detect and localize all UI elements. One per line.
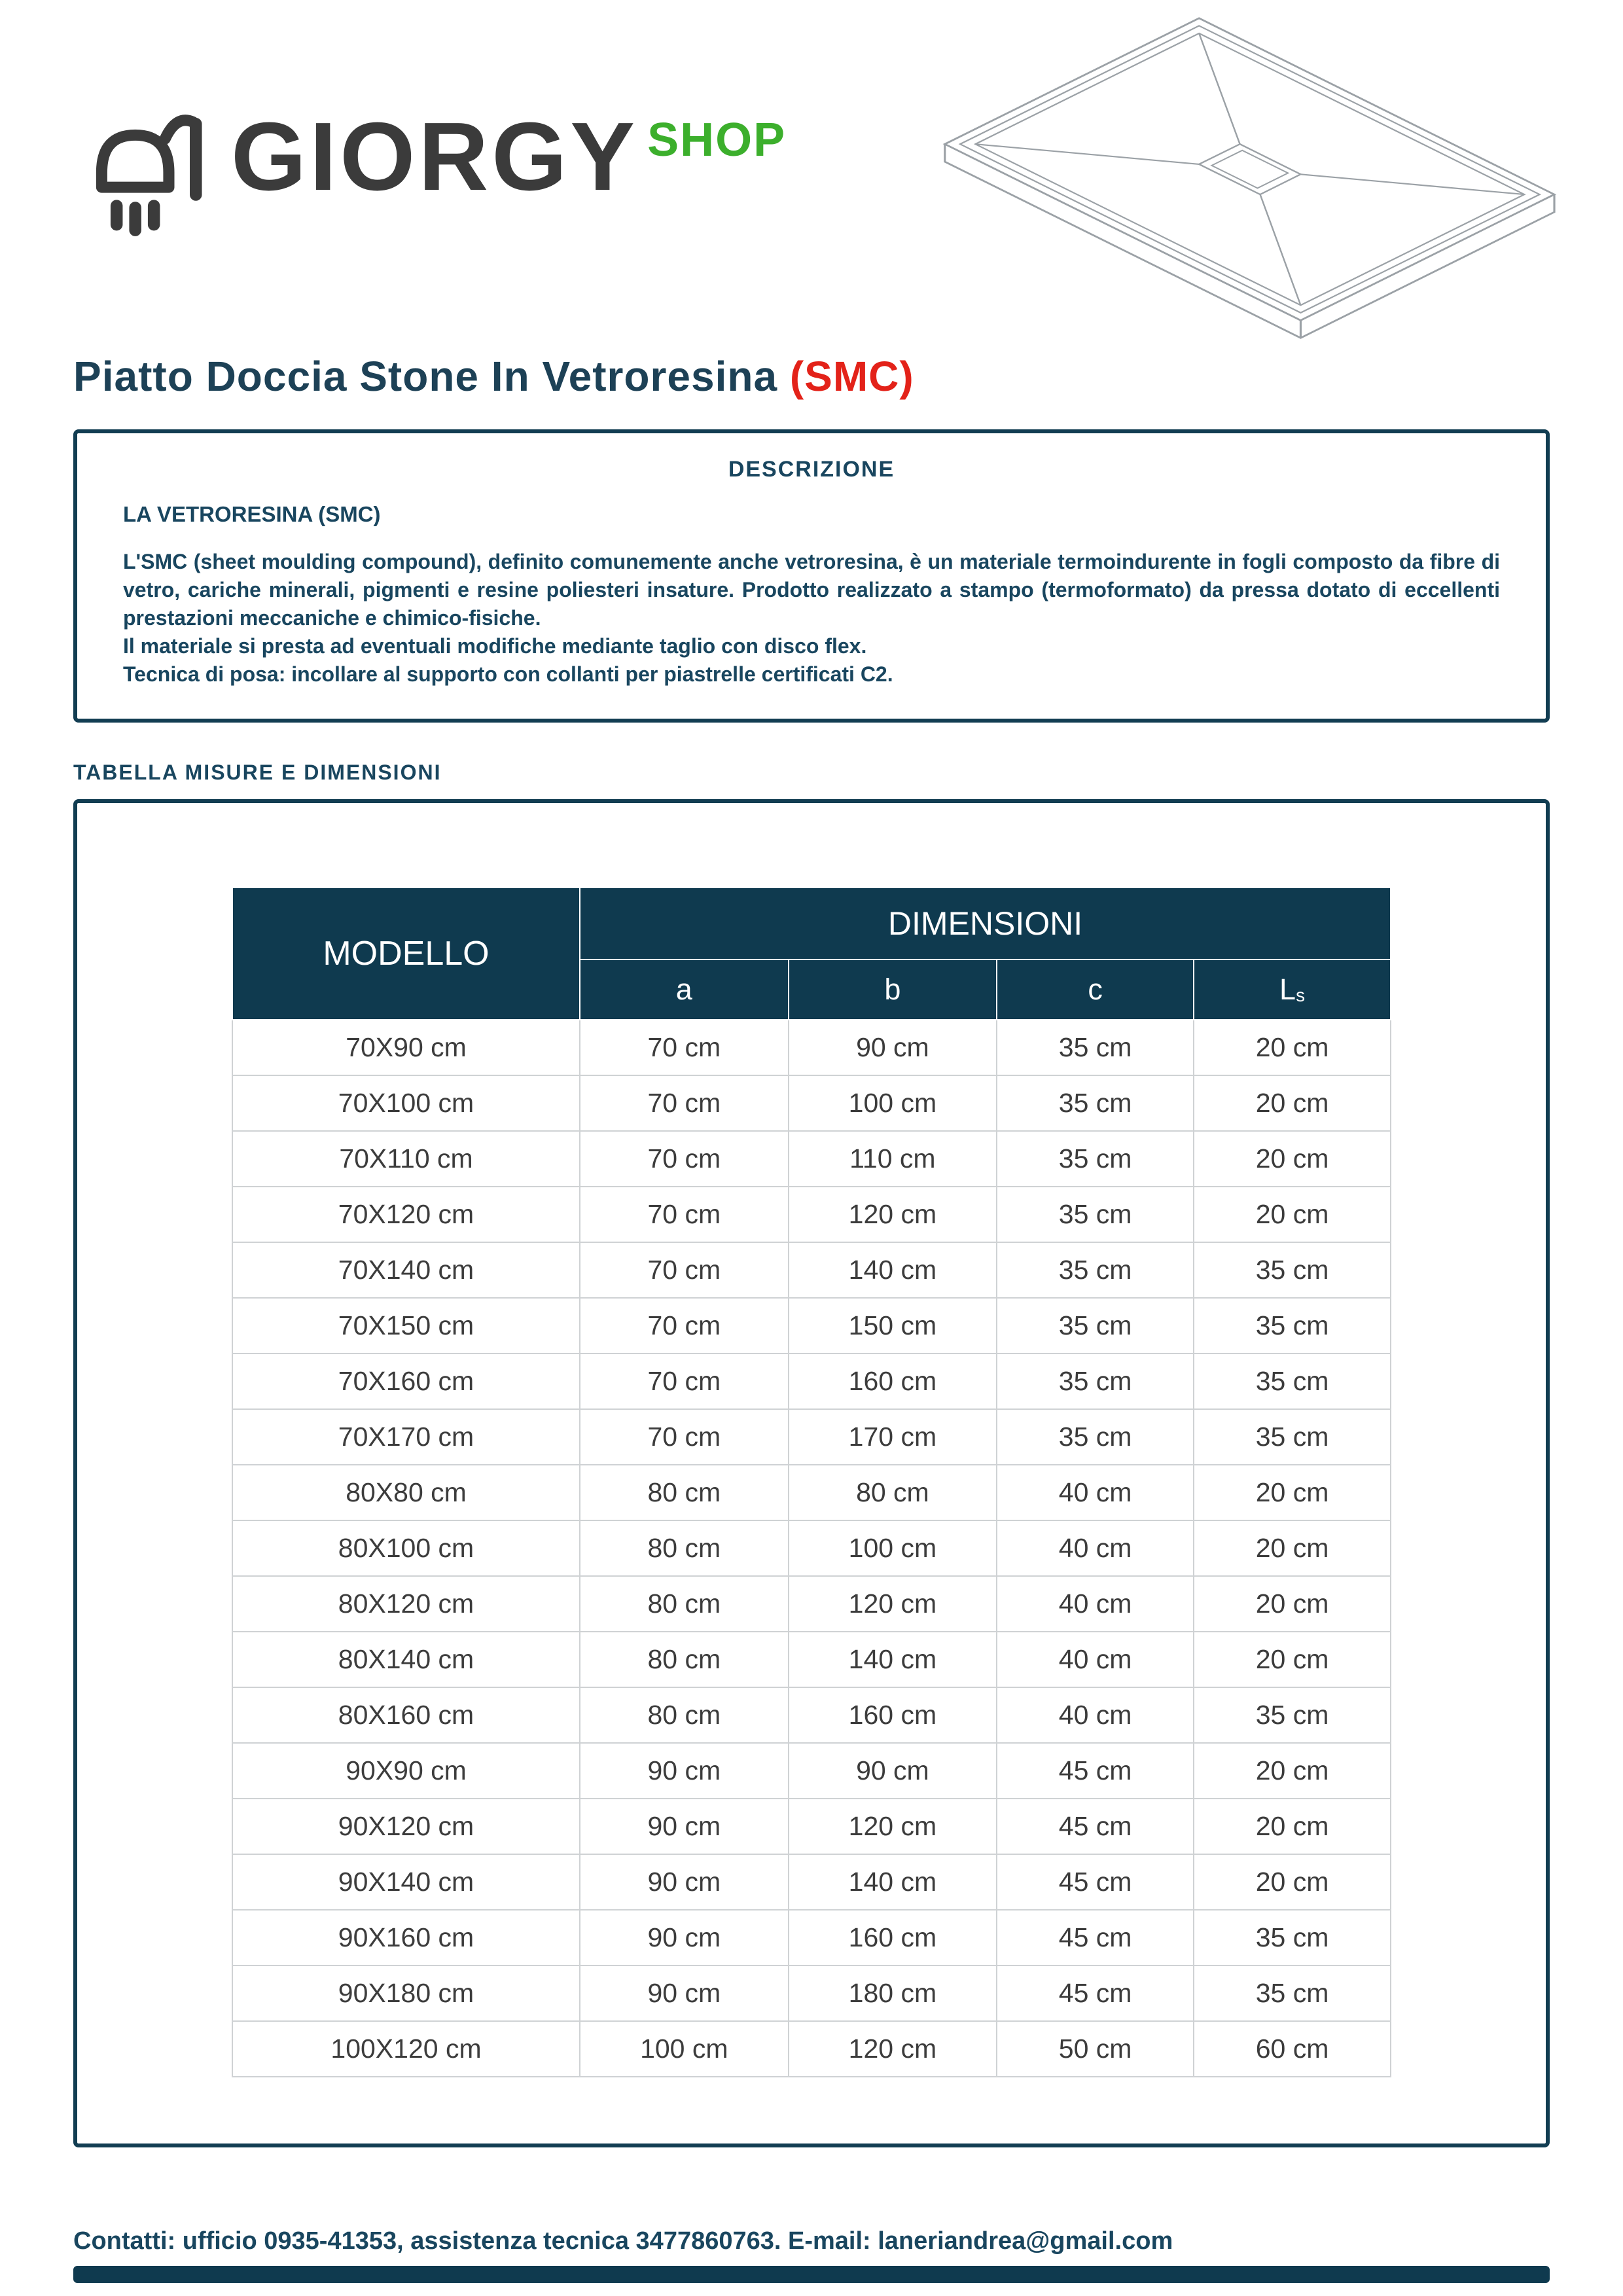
dimension-cell: 80 cm — [580, 1632, 789, 1687]
dimension-cell: 35 cm — [997, 1409, 1194, 1465]
dimension-cell: 140 cm — [789, 1854, 997, 1910]
col-header-ls-main: L — [1279, 972, 1296, 1006]
model-cell: 90X120 cm — [232, 1799, 580, 1854]
dimension-cell: 70 cm — [580, 1354, 789, 1409]
dimension-cell: 20 cm — [1194, 1187, 1391, 1242]
description-paragraph: Il materiale si presta ad eventuali modifiche mediante taglio con disco flex. — [123, 634, 867, 658]
dimension-cell: 35 cm — [1194, 1910, 1391, 1965]
brand-text — [231, 90, 787, 211]
table-row — [232, 1298, 1391, 1354]
dimension-cell: 140 cm — [789, 1632, 997, 1687]
dimension-cell: 90 cm — [580, 1799, 789, 1854]
dimension-cell: 45 cm — [997, 1743, 1194, 1799]
description-box — [73, 429, 1550, 722]
footer-contacts: Contatti: ufficio 0935-41353, assistenza tecnica 3477860763. E-mail: laneriandrea@gmail.com — [73, 2227, 1173, 2255]
dimension-cell: 20 cm — [1194, 1075, 1391, 1131]
model-cell: 90X180 cm — [232, 1965, 580, 2021]
dimension-cell: 35 cm — [997, 1131, 1194, 1187]
model-cell: 80X100 cm — [232, 1520, 580, 1576]
dimension-cell: 35 cm — [997, 1298, 1194, 1354]
dimension-cell: 80 cm — [789, 1465, 997, 1520]
dimension-cell: 70 cm — [580, 1075, 789, 1131]
dimension-cell: 70 cm — [580, 1409, 789, 1465]
dimension-cell: 80 cm — [580, 1687, 789, 1743]
dimension-cell: 20 cm — [1194, 1520, 1391, 1576]
model-cell: 100X120 cm — [232, 2021, 580, 2077]
dimension-cell: 45 cm — [997, 1965, 1194, 2021]
dimension-cell: 70 cm — [580, 1242, 789, 1298]
dimension-cell: 100 cm — [789, 1075, 997, 1131]
model-cell: 70X170 cm — [232, 1409, 580, 1465]
col-header-ls-sub: s — [1296, 985, 1306, 1006]
dimension-cell: 20 cm — [1194, 1743, 1391, 1799]
table-row — [232, 1465, 1391, 1520]
dimension-cell: 35 cm — [997, 1020, 1194, 1075]
dimension-cell: 35 cm — [997, 1075, 1194, 1131]
dimension-cell: 40 cm — [997, 1687, 1194, 1743]
dimension-cell: 110 cm — [789, 1131, 997, 1187]
description-paragraph: Tecnica di posa: incollare al supporto con collanti per piastrelle certificati C2. — [123, 662, 893, 686]
col-header-dimensioni: DIMENSIONI — [580, 888, 1391, 960]
brand-logo — [73, 90, 786, 244]
dimension-cell: 160 cm — [789, 1687, 997, 1743]
table-row — [232, 1354, 1391, 1409]
model-cell: 80X140 cm — [232, 1632, 580, 1687]
dimension-cell: 60 cm — [1194, 2021, 1391, 2077]
dimension-cell: 20 cm — [1194, 1576, 1391, 1632]
dimension-cell: 150 cm — [789, 1298, 997, 1354]
dimension-cell: 160 cm — [789, 1354, 997, 1409]
model-cell: 70X160 cm — [232, 1354, 580, 1409]
model-cell: 70X90 cm — [232, 1020, 580, 1075]
dimension-cell: 20 cm — [1194, 1131, 1391, 1187]
dimension-cell: 20 cm — [1194, 1465, 1391, 1520]
model-cell: 70X110 cm — [232, 1131, 580, 1187]
size-table-head — [232, 888, 1391, 1020]
model-cell: 80X80 cm — [232, 1465, 580, 1520]
table-row — [232, 1632, 1391, 1687]
table-section-label: TABELLA MISURE E DIMENSIONI — [73, 760, 442, 784]
table-row — [232, 1187, 1391, 1242]
table-row — [232, 1131, 1391, 1187]
model-cell: 70X140 cm — [232, 1242, 580, 1298]
dimension-cell: 70 cm — [580, 1187, 789, 1242]
dimension-cell: 140 cm — [789, 1242, 997, 1298]
footer-bar — [73, 2266, 1550, 2283]
description-paragraph: L'SMC (sheet moulding compound), definito comunemente anche vetroresina, è un materiale termoindurente in fogli composto da fibre di vetro, cariche minerali, pigmenti e resine poliesteri insature. Prodotto realizzato a stampo (termoformato) da pressa dotato di eccellenti prestazioni meccaniche e chimico-fisiche. — [123, 550, 1500, 630]
shower-tray-illustration — [932, 16, 1560, 346]
table-row — [232, 1075, 1391, 1131]
page-title — [73, 353, 1550, 399]
dimension-cell: 20 cm — [1194, 1632, 1391, 1687]
table-row — [232, 1965, 1391, 2021]
dimension-cell: 20 cm — [1194, 1854, 1391, 1910]
table-row — [232, 1687, 1391, 1743]
table-row — [232, 2021, 1391, 2077]
dimension-cell: 35 cm — [1194, 1687, 1391, 1743]
dimension-cell: 20 cm — [1194, 1799, 1391, 1854]
model-cell: 80X160 cm — [232, 1687, 580, 1743]
model-cell: 90X90 cm — [232, 1743, 580, 1799]
dimension-cell: 80 cm — [580, 1576, 789, 1632]
model-cell: 80X120 cm — [232, 1576, 580, 1632]
dimension-cell: 35 cm — [1194, 1409, 1391, 1465]
size-table-box — [73, 799, 1550, 2147]
title-highlight: (SMC) — [789, 353, 914, 400]
footer — [73, 2227, 1550, 2283]
description-subheading: LA VETRORESINA (SMC) — [123, 502, 381, 527]
shower-icon — [73, 90, 214, 244]
dimension-cell: 50 cm — [997, 2021, 1194, 2077]
dimension-cell: 70 cm — [580, 1020, 789, 1075]
dimension-cell: 35 cm — [997, 1187, 1194, 1242]
table-row — [232, 1910, 1391, 1965]
dimension-cell: 90 cm — [580, 1910, 789, 1965]
dimension-cell: 120 cm — [789, 1799, 997, 1854]
dimension-cell: 120 cm — [789, 1187, 997, 1242]
table-row — [232, 1799, 1391, 1854]
size-table-body — [232, 1020, 1391, 2077]
dimension-cell: 35 cm — [1194, 1965, 1391, 2021]
dimension-cell: 40 cm — [997, 1465, 1194, 1520]
dimension-cell: 80 cm — [580, 1520, 789, 1576]
header — [73, 72, 1550, 353]
dimension-cell: 100 cm — [789, 1520, 997, 1576]
table-row — [232, 1520, 1391, 1576]
dimension-cell: 70 cm — [580, 1131, 789, 1187]
dimension-cell: 90 cm — [580, 1854, 789, 1910]
dimension-cell: 80 cm — [580, 1465, 789, 1520]
dimension-cell: 180 cm — [789, 1965, 997, 2021]
table-row — [232, 1242, 1391, 1298]
col-header-c: c — [997, 960, 1194, 1020]
col-header-b: b — [789, 960, 997, 1020]
brand-suffix: SHOP — [647, 114, 787, 166]
dimension-cell: 90 cm — [580, 1965, 789, 2021]
model-cell: 70X100 cm — [232, 1075, 580, 1131]
table-row — [232, 1743, 1391, 1799]
dimension-cell: 70 cm — [580, 1298, 789, 1354]
col-header-a: a — [580, 960, 789, 1020]
dimension-cell: 120 cm — [789, 1576, 997, 1632]
dimension-cell: 20 cm — [1194, 1020, 1391, 1075]
dimension-cell: 120 cm — [789, 2021, 997, 2077]
dimension-cell: 40 cm — [997, 1520, 1194, 1576]
col-header-ls — [1194, 960, 1391, 1020]
size-table — [232, 887, 1391, 2077]
dimension-cell: 35 cm — [997, 1354, 1194, 1409]
dimension-cell: 45 cm — [997, 1799, 1194, 1854]
dimension-cell: 90 cm — [789, 1743, 997, 1799]
dimension-cell: 35 cm — [1194, 1298, 1391, 1354]
dimension-cell: 35 cm — [997, 1242, 1194, 1298]
dimension-cell: 100 cm — [580, 2021, 789, 2077]
dimension-cell: 160 cm — [789, 1910, 997, 1965]
dimension-cell: 40 cm — [997, 1576, 1194, 1632]
table-row — [232, 1854, 1391, 1910]
dimension-cell: 35 cm — [1194, 1242, 1391, 1298]
table-row — [232, 1409, 1391, 1465]
dimension-cell: 170 cm — [789, 1409, 997, 1465]
dimension-cell: 45 cm — [997, 1910, 1194, 1965]
model-cell: 90X140 cm — [232, 1854, 580, 1910]
dimension-cell: 35 cm — [1194, 1354, 1391, 1409]
model-cell: 90X160 cm — [232, 1910, 580, 1965]
brand-name: GIORGY — [231, 103, 639, 211]
table-row — [232, 1020, 1391, 1075]
dimension-cell: 40 cm — [997, 1632, 1194, 1687]
dimension-cell: 45 cm — [997, 1854, 1194, 1910]
dimension-cell: 90 cm — [789, 1020, 997, 1075]
model-cell: 70X120 cm — [232, 1187, 580, 1242]
table-row — [232, 1576, 1391, 1632]
description-heading: DESCRIZIONE — [728, 457, 895, 482]
page-title-main: Piatto Doccia Stone In Vetroresina — [73, 353, 790, 400]
col-header-modello: MODELLO — [232, 888, 580, 1020]
model-cell: 70X150 cm — [232, 1298, 580, 1354]
dimension-cell: 90 cm — [580, 1743, 789, 1799]
